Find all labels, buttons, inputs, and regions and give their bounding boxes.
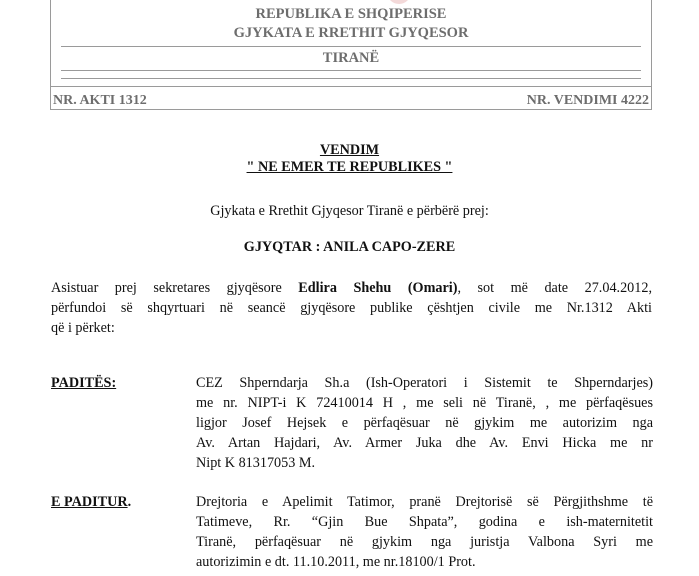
secretary-name: Edlira Shehu (Omari) (298, 280, 458, 296)
decision-number: NR. VENDIMI 4222 (526, 93, 649, 108)
plaintiff-line: Nipt K 81317053 M. (196, 455, 316, 471)
plaintiff-line: ligjor Josef Hejsek e përfaqësuar në gjykim me autorizim nga (196, 415, 653, 431)
defendant-line: Drejtoria e Apelimit Tatimor, pranë Drejtorisë së Përgjithshme të (196, 494, 653, 510)
header-divider (61, 70, 641, 71)
plaintiff-line: Av. Artan Hajdari, Av. Armer Juka dhe Av. Envi Hicka me nr (196, 435, 653, 451)
header-divider (61, 46, 641, 47)
emblem-icon (387, 0, 411, 4)
defendant-line: Tiranë, përfaqësuar në gjykim nga juristja Valbona Syri me (196, 534, 653, 550)
plaintiff-label: PADITËS: (51, 375, 117, 391)
header-court: GJYKATA E RRETHIT GJYQESOR (233, 25, 469, 41)
assisted-line-2: përfundoi së shqyrtuari në seancë gjyqësore publike çështjen civile me Nr.1312 Akti (51, 300, 652, 316)
defendant-label: E PADITUR. (51, 494, 132, 510)
defendant-line: autorizimin e dt. 11.10.2011, me nr.18100/1 Prot. (196, 554, 476, 570)
court-header (50, 0, 652, 110)
assisted-line-1: Asistuar prej sekretares gjyqësore Edlira Shehu (Omari), sot më date 27.04.2012, (51, 280, 653, 296)
plaintiff-line: me nr. NIPT-i K 72410014 H , me seli në Tiranë, , me përfaqësues (196, 395, 653, 411)
assisted-line-3: që i përket: (51, 320, 115, 336)
header-divider (61, 78, 641, 79)
defendant-line: Tatimeve, Rr. “Gjin Bue Shpata”, godina e ish-maternitetit (196, 514, 653, 530)
act-number: NR. AKTI 1312 (53, 93, 147, 108)
plaintiff-line: CEZ Shperndarja Sh.a (Ish-Operatori i Sistemit te Shperndarjes) (196, 375, 653, 391)
header-city: TIRANË (322, 50, 380, 66)
judge-line: GJYQTAR : ANILA CAPO-ZERE (243, 239, 456, 255)
decision-title: VENDIM (319, 142, 380, 158)
decision-subtitle: " NE EMER TE REPUBLIKES " (246, 159, 453, 175)
court-composition: Gjykata e Rrethit Gjyqesor Tiranë e përbërë prej: (210, 203, 489, 219)
header-republic: REPUBLIKA E SHQIPERISE (255, 6, 447, 22)
header-divider (51, 86, 651, 87)
